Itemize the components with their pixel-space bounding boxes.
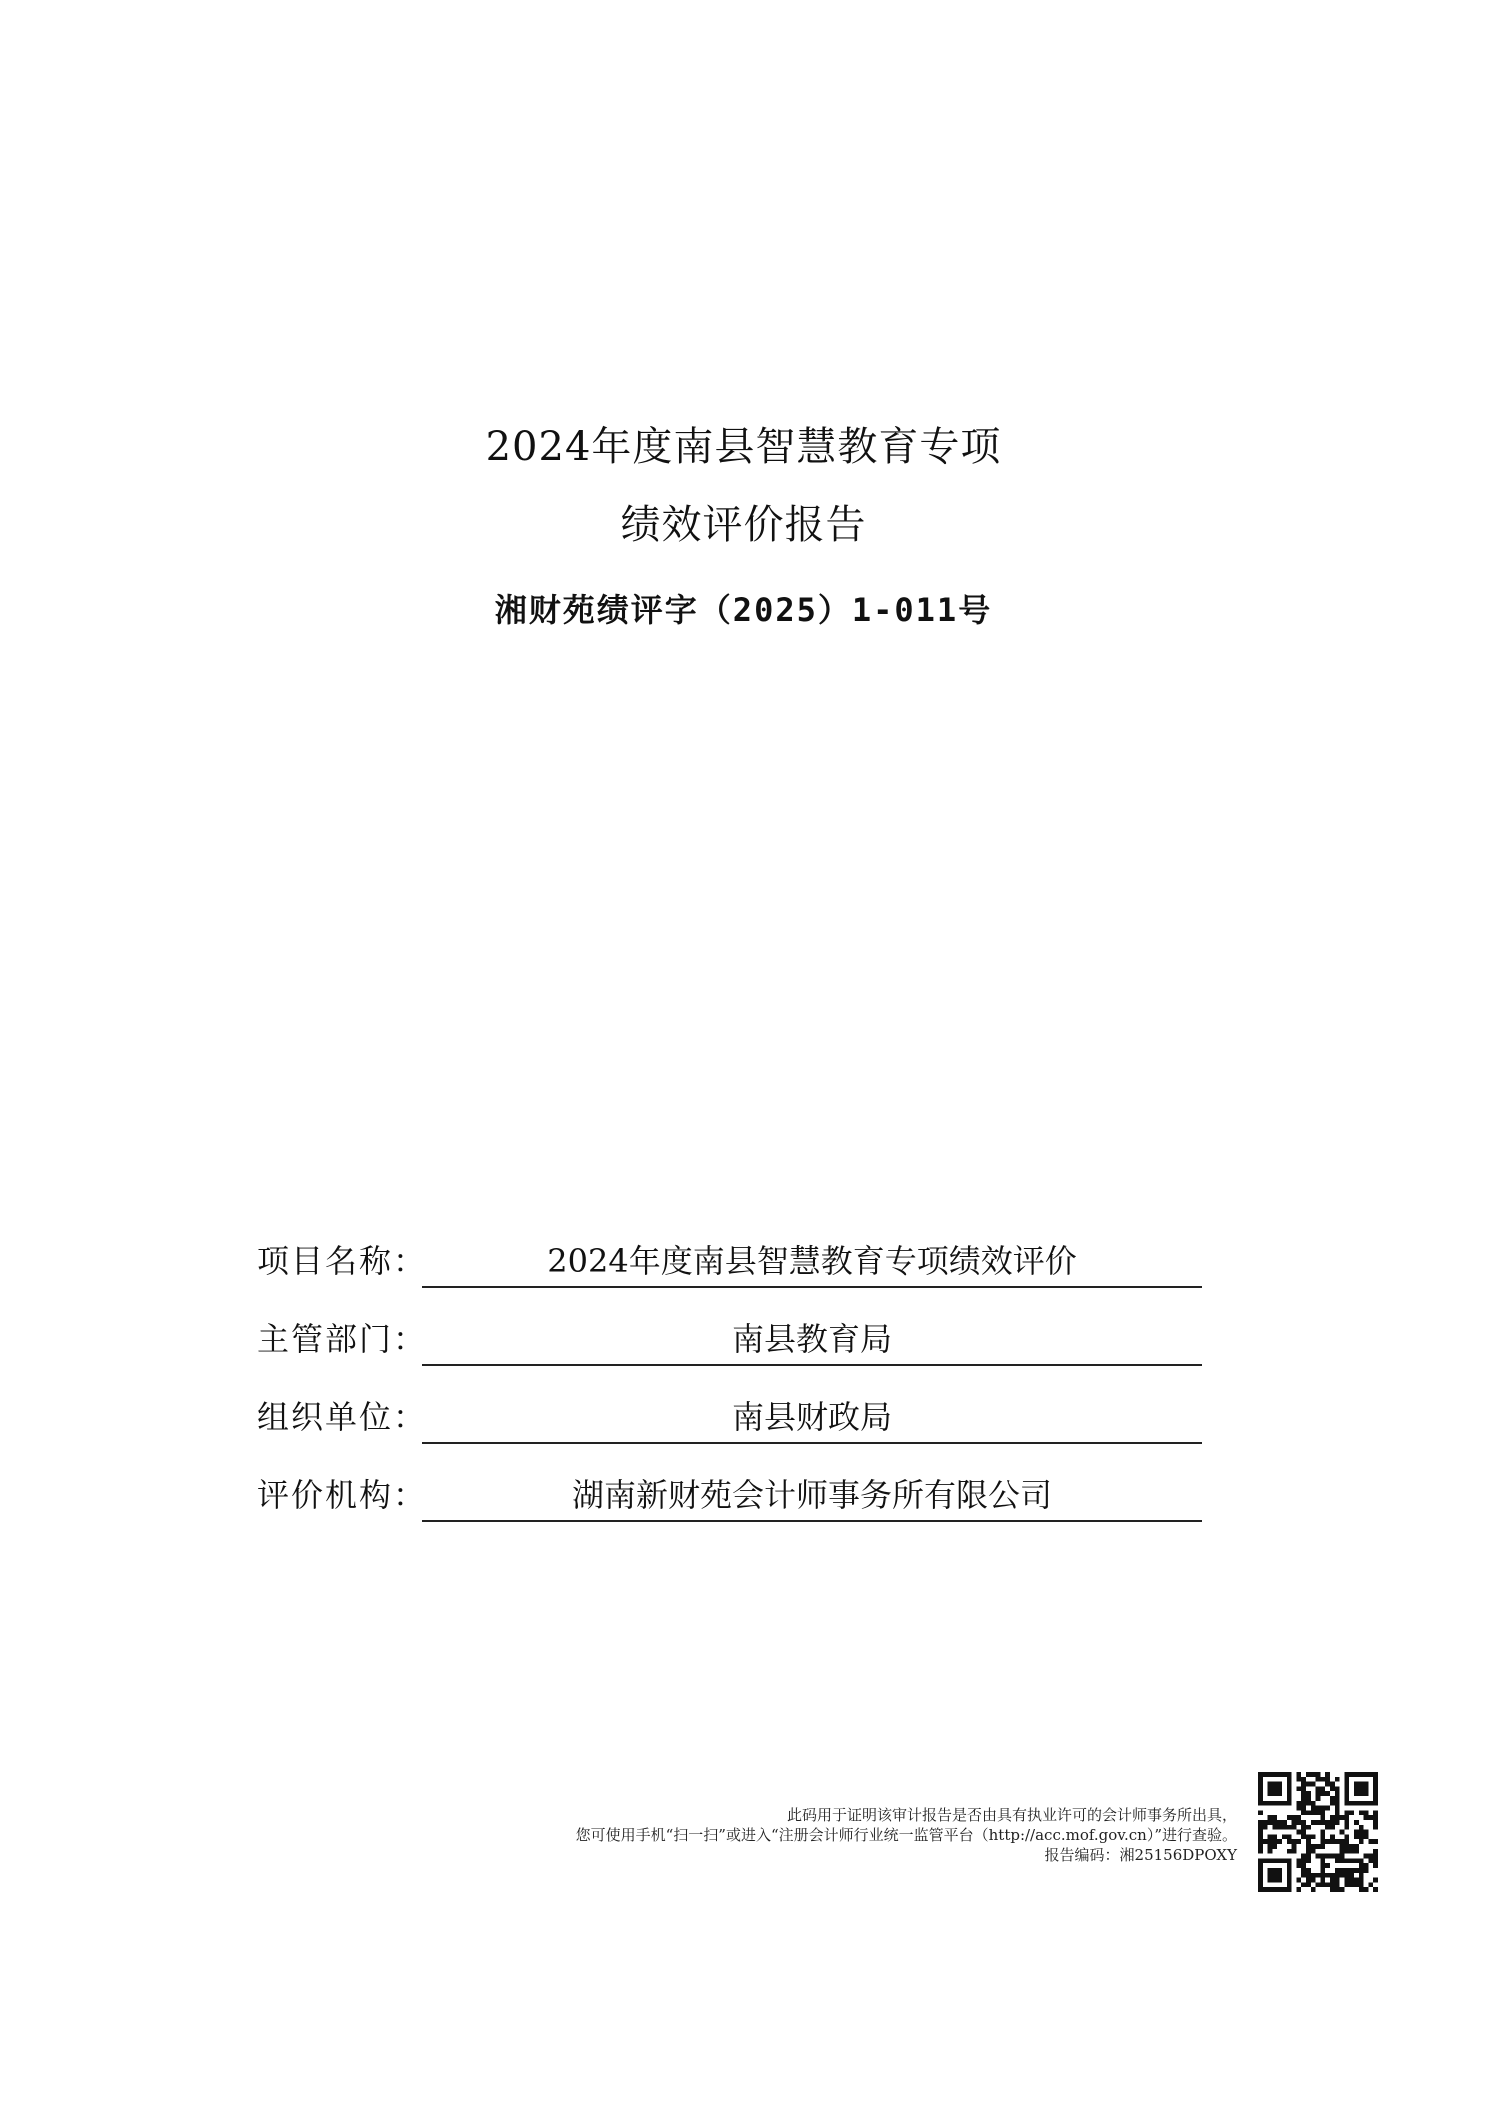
info-row-evaluator bbox=[257, 1444, 1207, 1522]
info-label: 项目名称： bbox=[257, 1242, 428, 1280]
project-info-block bbox=[257, 1210, 1207, 1522]
info-row-department bbox=[257, 1288, 1207, 1366]
info-value: 南县教育局 bbox=[422, 1314, 1202, 1366]
info-value: 湖南新财苑会计师事务所有限公司 bbox=[422, 1470, 1202, 1522]
info-row-project-name bbox=[257, 1210, 1207, 1288]
info-row-organizer bbox=[257, 1366, 1207, 1444]
info-label: 评价机构： bbox=[257, 1476, 428, 1514]
qr-code-icon bbox=[1258, 1772, 1378, 1892]
report-title-line-1: 2024年度南县智慧教育专项 bbox=[485, 424, 1002, 470]
info-value: 南县财政局 bbox=[422, 1392, 1202, 1444]
verification-line-3: 报告编码：湘25156DPOXY bbox=[1044, 1846, 1237, 1864]
info-value: 2024年度南县智慧教育专项绩效评价 bbox=[422, 1236, 1202, 1288]
info-label: 主管部门： bbox=[257, 1320, 428, 1358]
info-label: 组织单位： bbox=[257, 1398, 428, 1436]
verification-line-2: 您可使用手机“扫一扫”或进入“注册会计师行业统一监管平台（http://acc.mof.gov.cn）”进行查验。 bbox=[575, 1826, 1237, 1844]
document-number: 湘财苑绩评字（2025）1-011号 bbox=[494, 591, 993, 629]
verification-notice bbox=[576, 1805, 1237, 1865]
report-title-line-2: 绩效评价报告 bbox=[620, 502, 867, 548]
verification-line-1: 此码用于证明该审计报告是否由具有执业许可的会计师事务所出具， bbox=[786, 1806, 1237, 1824]
